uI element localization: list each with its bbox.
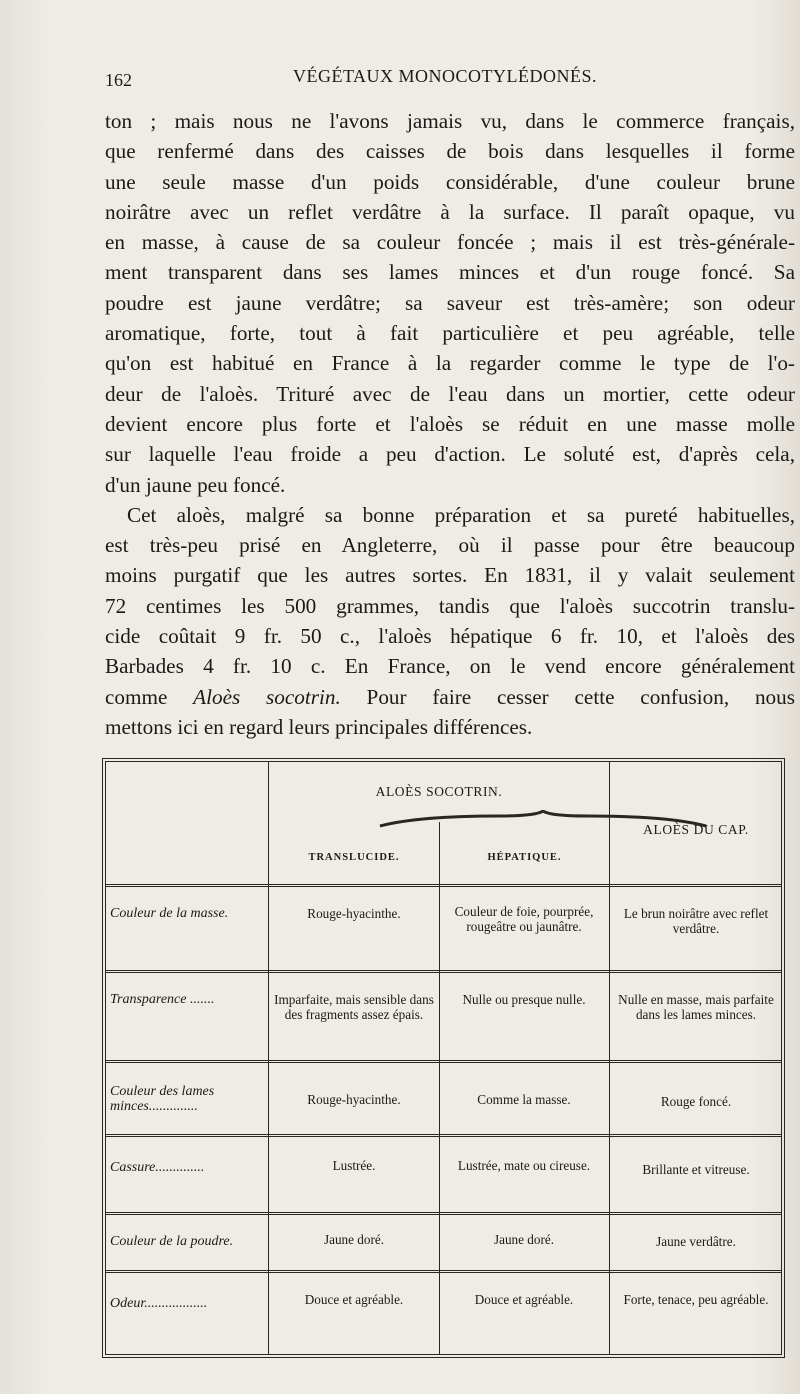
text-line: Cet aloès, malgré sa bonne préparation et sa pureté habituelles, <box>127 502 795 527</box>
page-header <box>105 66 795 90</box>
text-line: qu'on est habitué en France à la regarder comme le type de l'o- <box>105 351 795 376</box>
row-label: Transparence ....... <box>110 992 215 1007</box>
cell-hepatique: Douce et agréable. <box>474 1292 574 1307</box>
text-line: 72 centimes les 500 grammes, tandis que l'aloès succotrin translu- <box>105 593 795 618</box>
cell-translucide: Rouge-hyacinthe. <box>307 1092 401 1107</box>
cell-translucide: Douce et agréable. <box>304 1292 404 1307</box>
subheader-hepatique: HÉPATIQUE. <box>487 852 562 863</box>
row-rule <box>106 970 781 973</box>
text-line <box>105 682 795 712</box>
row-label: Odeur.................. <box>110 1296 208 1311</box>
text-line: deur de l'aloès. Trituré avec de l'eau dans un mortier, cette odeur <box>105 381 795 406</box>
row-rule <box>106 1212 781 1215</box>
cell-translucide: Jaune doré. <box>323 1232 385 1247</box>
cell-translucide: Rouge-hyacinthe. <box>307 906 401 921</box>
italic-term: Aloès socotrin. <box>193 684 341 709</box>
cell-hepatique: Jaune doré. <box>493 1232 555 1247</box>
text-line: ton ; mais nous ne l'avons jamais vu, dans le commerce français, <box>105 109 795 133</box>
row-label: Cassure.............. <box>110 1160 205 1175</box>
paragraph-2 <box>105 500 795 742</box>
text-line: poudre est jaune verdâtre; sa saveur est très-amère; son odeur <box>105 290 795 315</box>
comparison-table <box>102 758 785 1358</box>
text-line: d'un jaune peu foncé. <box>105 472 286 497</box>
text-line: aromatique, forte, tout à fait particulière et peu agréable, telle <box>105 321 795 346</box>
text-line: cide coûtait 9 fr. 50 c., l'aloès hépatique 6 fr. 10, et l'aloès des <box>105 624 795 649</box>
text-fragment: Pour faire cesser cette confusion, nous <box>340 684 795 709</box>
text-line: noirâtre avec un reflet verdâtre à la surface. Il paraît opaque, vu <box>105 199 795 224</box>
row-label: Couleur de la poudre. <box>110 1234 234 1249</box>
text-line: que renfermé dans des caisses de bois dans lesquelles il forme <box>105 139 795 164</box>
column-rule <box>609 762 610 1354</box>
row-rule <box>106 1134 781 1137</box>
row-rule <box>106 1060 781 1063</box>
cell-cap: Nulle en masse, mais parfaite dans les lames minces. <box>618 992 774 1022</box>
running-title: VÉGÉTAUX MONOCOTYLÉDONÉS. <box>293 66 598 86</box>
cell-cap: Rouge foncé. <box>660 1094 732 1109</box>
row-rule <box>106 884 781 887</box>
row-label: Couleur de la masse. <box>110 906 229 921</box>
cell-cap: Jaune verdâtre. <box>656 1234 736 1249</box>
cell-hepatique: Lustrée, mate ou cireuse. <box>457 1158 591 1173</box>
cell-hepatique: Couleur de foie, pourprée, rougeâtre ou jaunâtre. <box>454 904 594 934</box>
text-line: une seule masse d'un poids considérable, d'une couleur brune <box>105 169 795 194</box>
text-line: devient encore plus forte et l'aloès se réduit en une masse molle <box>105 411 795 436</box>
cell-translucide: Lustrée. <box>332 1158 376 1173</box>
header-aloes-du-cap: ALOÈS DU CAP. <box>643 822 749 837</box>
row-rule <box>106 1270 781 1273</box>
text-line: mettons ici en regard leurs principales différences. <box>105 714 533 739</box>
text-line: Barbades 4 fr. 10 c. En France, on le vend encore généralement <box>105 654 795 679</box>
text-line: est très-peu prisé en Angleterre, où il passe pour être beaucoup <box>105 533 795 558</box>
cell-cap: Le brun noirâtre avec reflet verdâtre. <box>623 906 769 936</box>
body-text <box>105 106 795 742</box>
cell-cap: Forte, tenace, peu agréable. <box>623 1292 769 1307</box>
text-line: sur laquelle l'eau froide a peu d'action. Le soluté est, d'après cela, <box>105 442 795 467</box>
row-label: Couleur des lames minces.............. <box>110 1084 215 1114</box>
cell-hepatique: Comme la masse. <box>477 1092 571 1107</box>
group-header: ALOÈS SOCOTRIN. <box>375 784 503 799</box>
text-line: en masse, à cause de sa couleur foncée ; mais il est très-générale- <box>105 230 795 255</box>
text-line: ment transparent dans ses lames minces et d'un rouge foncé. Sa <box>105 260 795 285</box>
text-fragment: comme <box>105 684 194 709</box>
text-line: moins purgatif que les autres sortes. En 1831, il y valait seulement <box>105 563 795 588</box>
cell-hepatique: Nulle ou presque nulle. <box>462 992 586 1007</box>
paragraph-1 <box>105 106 795 500</box>
subheader-translucide: TRANSLUCIDE. <box>308 852 400 863</box>
cell-cap: Brillante et vitreuse. <box>642 1162 750 1177</box>
cell-translucide: Imparfaite, mais sensible dans des fragments assez épais. <box>274 992 434 1022</box>
page-number: 162 <box>105 70 132 90</box>
column-rule <box>439 822 440 1354</box>
